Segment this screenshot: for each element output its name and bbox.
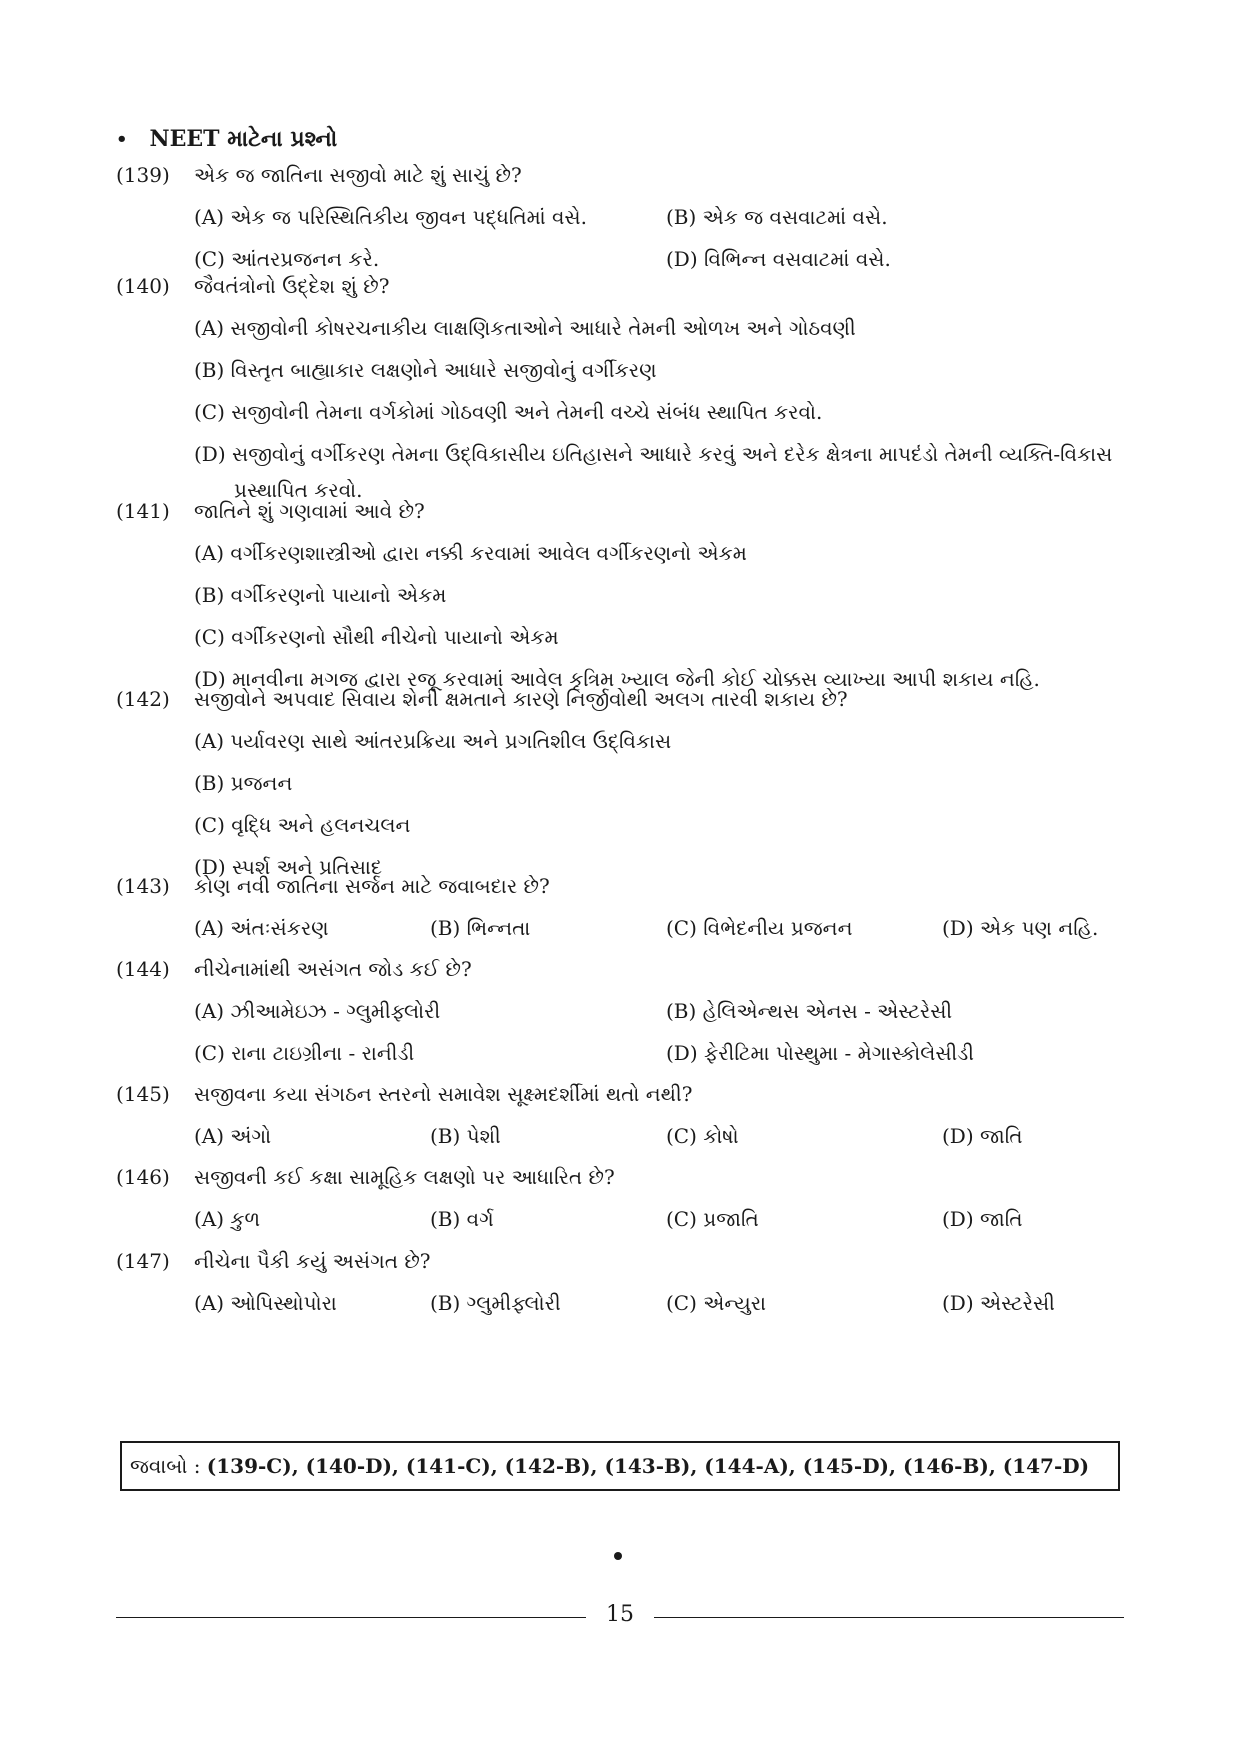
question-147 bbox=[116, 1240, 1126, 1324]
option-b: (B) વર્ગ bbox=[430, 1207, 494, 1231]
answer-key-values: (139-C), (140-D), (141-C), (142-B), (143-B), (144-A), (145-D), (146-B), (147-D) bbox=[206, 1454, 1090, 1478]
question-text: કોણ નવી જાતિના સર્જન માટે જવાબદાર છે? bbox=[194, 874, 550, 898]
section-end-dot bbox=[614, 1552, 622, 1560]
option-c: (C) વર્ગીકરણનો સૌથી નીચેનો પાયાનો એકમ bbox=[194, 625, 559, 649]
question-number: (139) bbox=[116, 163, 170, 187]
option-a: (A) ઝીઆમેઇઝ - ગ્લુમીફ્લોરી bbox=[194, 999, 441, 1023]
option-d: (D) માનવીના મગજ દ્વારા રજૂ કરવામાં આવેલ કૃત્રિમ ખ્યાલ જેની કોઈ ચોક્કસ વ્યાખ્યા આપી શકાય નહિ. bbox=[194, 667, 1040, 691]
question-number: (140) bbox=[116, 274, 170, 298]
question-number: (141) bbox=[116, 499, 170, 523]
question-146 bbox=[116, 1156, 1126, 1240]
option-b: (B) વર્ગીકરણનો પાયાનો એકમ bbox=[194, 583, 447, 607]
option-a: (A) કુળ bbox=[194, 1207, 261, 1231]
footer-rule-left bbox=[116, 1617, 586, 1618]
question-number: (144) bbox=[116, 957, 170, 981]
question-142 bbox=[116, 678, 1126, 888]
option-c: (C) વૃદ્ધિ અને હલનચલન bbox=[194, 813, 411, 837]
footer-rule-right bbox=[654, 1617, 1124, 1618]
question-text: એક જ જાતિના સજીવો માટે શું સાચું છે? bbox=[194, 163, 522, 187]
option-d: (D) વિભિન્ન વસવાટમાં વસે. bbox=[666, 247, 891, 271]
question-number: (146) bbox=[116, 1165, 170, 1189]
option-a: (A) અંતઃસંકરણ bbox=[194, 916, 329, 940]
option-d: (D) એક પણ નહિ. bbox=[942, 916, 1099, 940]
question-text: નીચેનામાંથી અસંગત જોડ કઈ છે? bbox=[194, 957, 472, 981]
option-c: (C) આંતરપ્રજનન કરે. bbox=[194, 247, 380, 271]
heading-text: NEET માટેના પ્રશ્નો bbox=[149, 126, 338, 152]
option-d: (D) જાતિ bbox=[942, 1124, 1023, 1148]
question-number: (143) bbox=[116, 874, 170, 898]
option-b: (B) એક જ વસવાટમાં વસે. bbox=[666, 205, 888, 229]
question-text: જાતિને શું ગણવામાં આવે છે? bbox=[194, 499, 425, 523]
option-a: (A) પર્યાવરણ સાથે આંતરપ્રક્રિયા અને પ્રગતિશીલ ઉદ્‌વિકાસ bbox=[194, 729, 672, 753]
option-b: (B) પ્રજનન bbox=[194, 771, 293, 795]
question-144 bbox=[116, 948, 1126, 1074]
option-a: (A) સજીવોની કોષરચનાકીય લાક્ષણિકતાઓને આધારે તેમની ઓળખ અને ગોઠવણી bbox=[194, 316, 856, 340]
option-d: (D) એસ્ટરેસી bbox=[942, 1291, 1055, 1315]
question-text: સજીવની કઈ કક્ષા સામૂહિક લક્ષણો પર આધારિત છે? bbox=[194, 1165, 615, 1189]
option-a: (A) વર્ગીકરણશાસ્ત્રીઓ દ્વારા નક્કી કરવામાં આવેલ વર્ગીકરણનો એકમ bbox=[194, 541, 747, 565]
option-d: (D) સ્પર્શ અને પ્રતિસાદ bbox=[194, 855, 383, 879]
question-text: સજીવના કયા સંગઠન સ્તરનો સમાવેશ સૂક્ષ્મદર્શીમાં થતો નથી? bbox=[194, 1082, 693, 1106]
option-d: (D) ફેરીટિમા પોસ્થુમા - મેગાસ્કોલેસીડી bbox=[666, 1041, 974, 1065]
question-text: નીચેના પૈકી કયું અસંગત છે? bbox=[194, 1249, 431, 1273]
question-139 bbox=[116, 154, 1126, 280]
question-141 bbox=[116, 490, 1126, 700]
question-145 bbox=[116, 1073, 1126, 1157]
answer-key-label: જવાબો : bbox=[130, 1454, 201, 1478]
option-b: (B) ભિન્નતા bbox=[430, 916, 531, 940]
option-b: (B) વિસ્તૃત બાહ્યાકાર લક્ષણોને આધારે સજીવોનું વર્ગીકરણ bbox=[194, 358, 657, 382]
option-a: (A) એક જ પરિસ્થિતિકીય જીવન પદ્ધતિમાં વસે. bbox=[194, 205, 587, 229]
question-number: (145) bbox=[116, 1082, 170, 1106]
option-c: (C) કોષો bbox=[666, 1124, 739, 1148]
option-a: (A) ઓપિસ્થોપોરા bbox=[194, 1291, 337, 1315]
option-c: (C) સજીવોની તેમના વર્ગકોમાં ગોઠવણી અને તેમની વચ્ચે સંબંધ સ્થાપિત કરવો. bbox=[194, 400, 823, 424]
option-c: (C) પ્રજાતિ bbox=[666, 1207, 759, 1231]
question-143 bbox=[116, 865, 1126, 949]
question-140 bbox=[116, 265, 1126, 511]
question-text: જૈવતંત્રોનો ઉદ્દેશ શું છે? bbox=[194, 274, 390, 298]
page-number: 15 bbox=[606, 1602, 634, 1627]
option-b: (B) હેલિએન્થસ એનસ - એસ્ટરેસી bbox=[666, 999, 953, 1023]
question-number: (142) bbox=[116, 687, 170, 711]
answer-key-box bbox=[120, 1441, 1120, 1491]
section-heading bbox=[116, 126, 337, 152]
option-c: (C) રાના ટાઇગ્રીના - રાનીડી bbox=[194, 1041, 415, 1065]
option-d: (D) જાતિ bbox=[942, 1207, 1023, 1231]
question-number: (147) bbox=[116, 1249, 170, 1273]
option-b: (B) ગ્લુમીફ્લોરી bbox=[430, 1291, 561, 1315]
option-c: (C) વિભેદનીય પ્રજનન bbox=[666, 916, 853, 940]
question-text: સજીવોને અપવાદ સિવાય શેની ક્ષમતાને કારણે નિર્જીવોથી અલગ તારવી શકાય છે? bbox=[194, 687, 848, 711]
option-a: (A) અંગો bbox=[194, 1124, 272, 1148]
heading-bullet: • bbox=[116, 128, 128, 150]
option-d: (D) સજીવોનું વર્ગીકરણ તેમના ઉદ્‌વિકાસીય ઇતિહાસને આધારે કરવું અને દરેક ક્ષેત્રના માપદંડો તેમની વ્યક્તિ-વિકાસ પ્રસ્થાપિત કરવો. bbox=[194, 442, 1113, 502]
option-c: (C) એન્યુરા bbox=[666, 1291, 767, 1315]
option-b: (B) પેશી bbox=[430, 1124, 501, 1148]
